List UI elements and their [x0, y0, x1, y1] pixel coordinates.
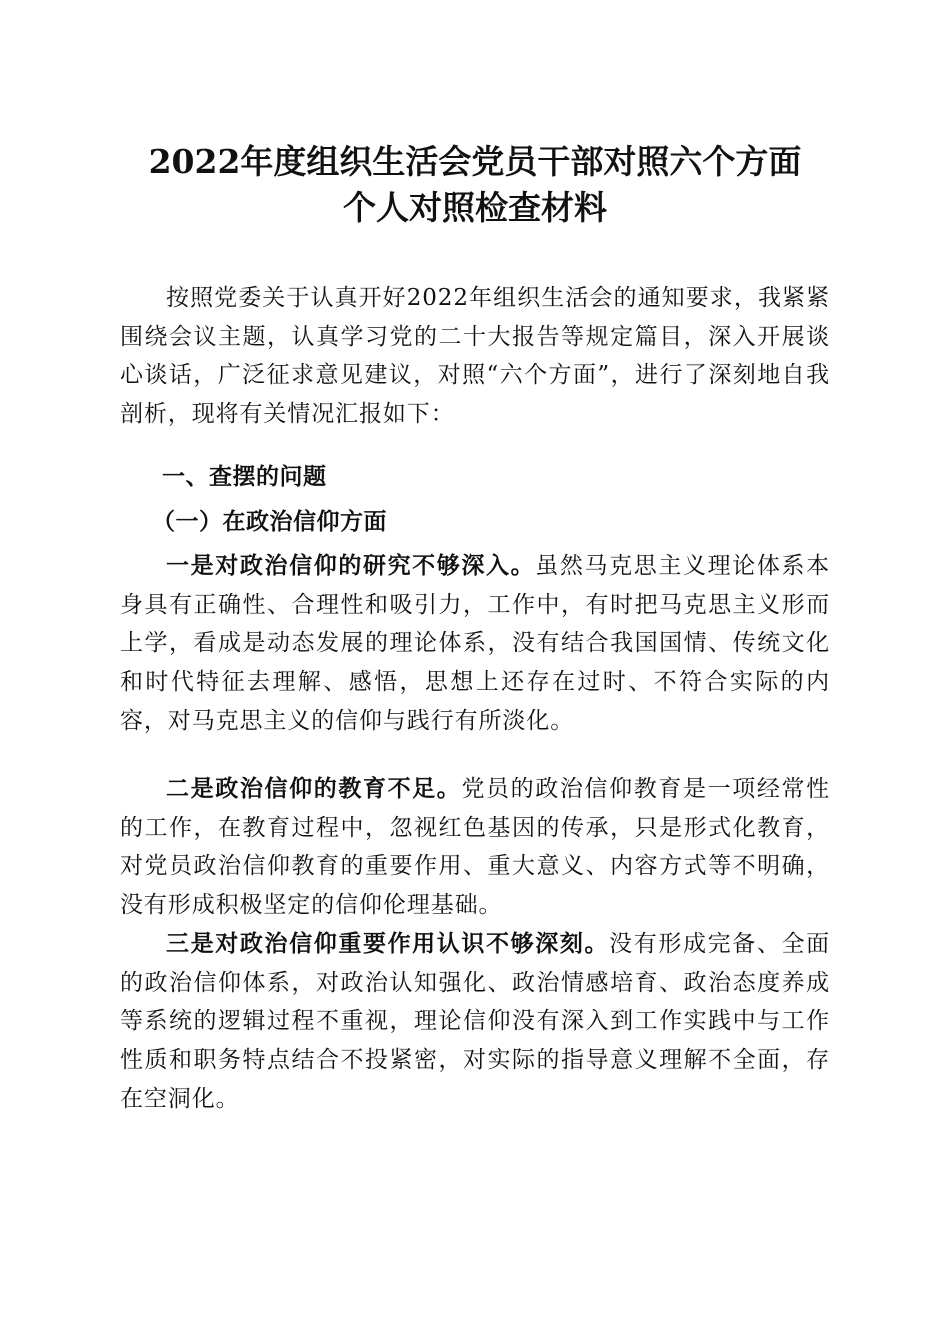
document-title-line1: 2022年度组织生活会党员干部对照六个方面	[148, 142, 802, 181]
point-lead: 一是对政治信仰的研究不够深入。	[166, 552, 536, 579]
point-lead: 二是政治信仰的教育不足。	[166, 775, 462, 802]
point-body: 虽然马克思主义理论体系本身具有正确性、合理性和吸引力，工作中，有时把马克思主义形而上学，看成是动态发展的理论体系，没有结合我国国情、传统文化和时代特征去理解、感悟，思想上还存在过时、不符合实际的内容，对马克思主义的信仰与践行有所淡化。	[120, 553, 830, 734]
point-body: 党员的政治信仰教育是一项经常性的工作，在教育过程中，忽视红色基因的传承，只是形式化教育，对党员政治信仰教育的重要作用、重大意义、内容方式等不明确，没有形成积极坚定的信仰伦理基础。	[120, 776, 830, 919]
point-paragraph-2	[120, 770, 830, 925]
point-body: 没有形成完备、全面的政治信仰体系，对政治认知强化、政治情感培育、政治态度养成等系统的逻辑过程不重视，理论信仰没有深入到工作实践中与工作性质和职务特点结合不投紧密，对实际的指导意义理解不全面，存在空洞化。	[120, 931, 830, 1112]
intro-paragraph: 按照党委关于认真开好2022年组织生活会的通知要求，我紧紧围绕会议主题，认真学习党的二十大报告等规定篇目，深入开展谈心谈话，广泛征求意见建议，对照“六个方面”，进行了深刻地自我剖析，现将有关情况汇报如下：	[120, 285, 830, 428]
point-paragraph-3	[120, 925, 830, 1119]
point-paragraph-1	[120, 547, 830, 741]
document-title-line2: 个人对照检查材料	[343, 188, 607, 227]
point-lead: 三是对政治信仰重要作用认识不够深刻。	[166, 930, 610, 957]
subsection-heading: （一）在政治信仰方面	[152, 508, 387, 535]
section-heading: 一、查摆的问题	[162, 464, 327, 490]
